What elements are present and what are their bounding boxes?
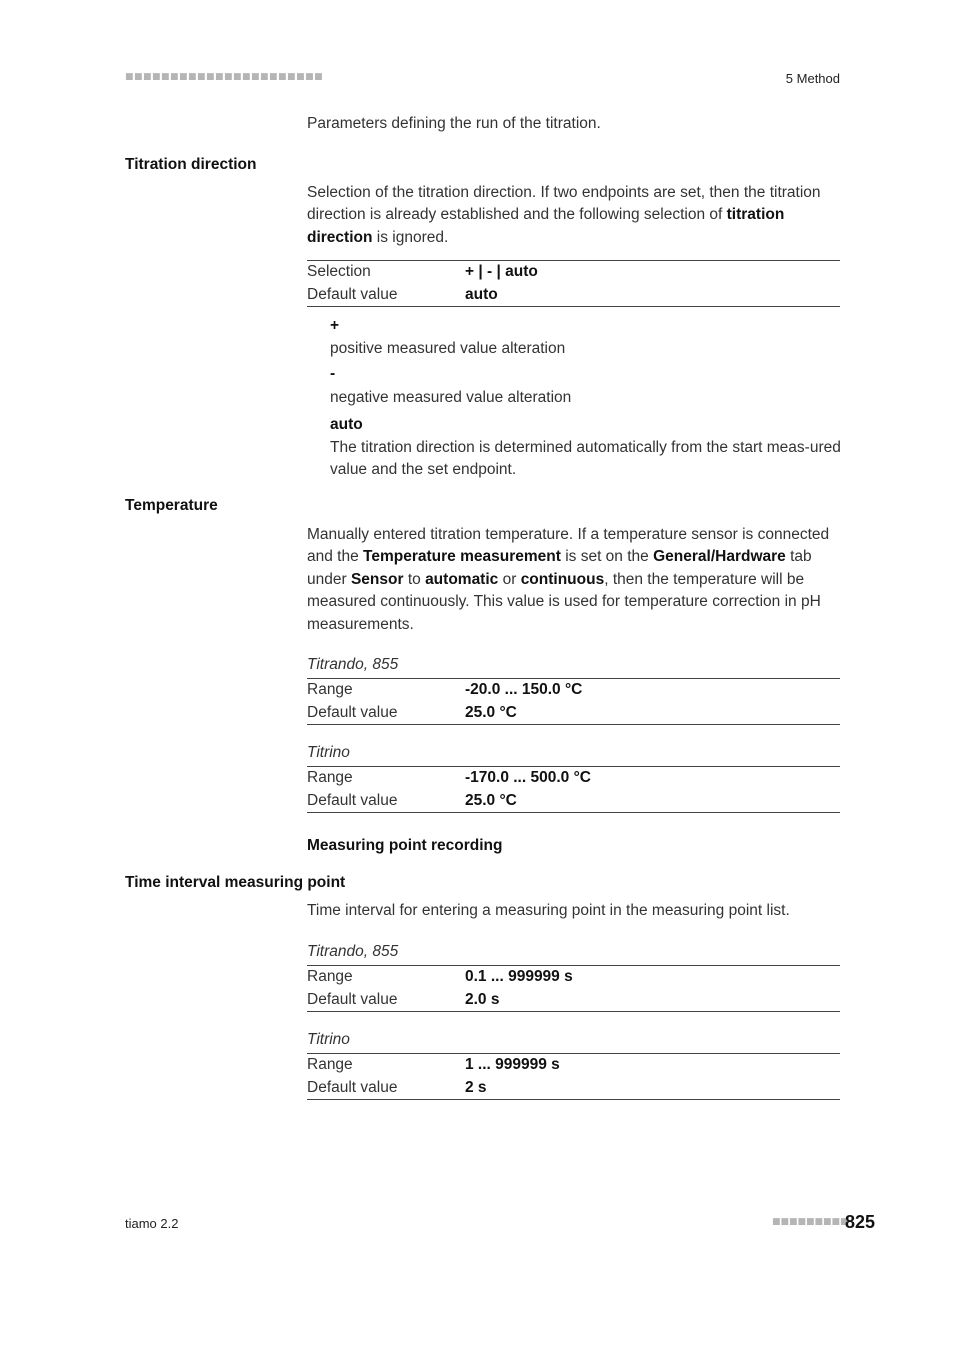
table-caption: Titrino (307, 744, 350, 761)
time-interval-heading: Time interval measuring point (125, 874, 346, 891)
time-interval-table-titrino (307, 1053, 840, 1100)
range-value: 0.1 ... 999999 s (465, 968, 573, 985)
default-value: 25.0 °C (465, 703, 517, 721)
table-caption: Titrando, 855 (307, 943, 399, 960)
default-label: Default value (307, 990, 398, 1008)
range-label: Range (307, 1056, 353, 1073)
range-label: Range (307, 968, 353, 985)
option-key-minus: - (330, 365, 336, 382)
table-caption: Titrando, 855 (307, 656, 399, 673)
table-row (307, 966, 840, 989)
temperature-table-titrino (307, 766, 840, 813)
temperature-table-titrando (307, 678, 840, 725)
temperature-heading: Temperature (125, 497, 218, 514)
option-key-plus: + (330, 317, 340, 334)
table-row (307, 1077, 840, 1100)
table-row (307, 679, 840, 702)
default-label: Default value (307, 1078, 398, 1096)
default-value: auto (465, 285, 498, 303)
default-label: Default value (307, 703, 398, 721)
titration-direction-table (307, 260, 840, 307)
measuring-point-recording-heading: Measuring point recording (307, 837, 503, 854)
default-value: 25.0 °C (465, 791, 517, 809)
selection-label: Selection (307, 263, 371, 280)
table-row (307, 284, 840, 307)
intro-text: Parameters defining the run of the titration. (307, 115, 601, 132)
titration-direction-description: Selection of the titration direction. If two endpoints are set, then the titration direction is already established and the following selection of titration direction is ignored. (307, 184, 821, 246)
range-value: -20.0 ... 150.0 °C (465, 681, 583, 698)
range-value: 1 ... 999999 s (465, 1056, 560, 1073)
time-interval-table-titrando (307, 965, 840, 1012)
chapter-title: 5 Method (785, 71, 840, 86)
option-desc-plus: positive measured value alteration (330, 340, 566, 357)
default-value: 2.0 s (465, 990, 500, 1008)
product-name: tiamo 2.2 (125, 1216, 179, 1231)
table-caption: Titrino (307, 1031, 350, 1048)
option-desc-minus: negative measured value alteration (330, 389, 572, 406)
table-row (307, 767, 840, 790)
temperature-description: Manually entered titration temperature. If a temperature sensor is connected and the Temperature measurement is set on the General/Hardware tab under Sensor to automatic or continuous, then the temperature will be measured continuously. This value is used for temperature correction in pH measurements. (307, 526, 830, 633)
table-row (307, 702, 840, 725)
default-label: Default value (307, 285, 398, 303)
footer-decoration: ■■■■■■■■■ (772, 1217, 849, 1227)
page-number: 825 (845, 1212, 876, 1232)
default-value: 2 s (465, 1078, 487, 1096)
option-key-auto: auto (330, 416, 363, 433)
table-row (307, 989, 840, 1012)
table-row (307, 1054, 840, 1077)
time-interval-description: Time interval for entering a measuring point in the measuring point list. (307, 902, 790, 919)
titration-direction-heading: Titration direction (125, 156, 257, 173)
range-label: Range (307, 769, 353, 786)
range-value: -170.0 ... 500.0 °C (465, 769, 591, 786)
default-label: Default value (307, 791, 398, 809)
range-label: Range (307, 681, 353, 698)
option-desc-auto: The titration direction is determined automatically from the start meas-ured value and the set endpoint. (330, 439, 841, 479)
selection-value: + | - | auto (465, 263, 538, 280)
header-decoration: ■■■■■■■■■■■■■■■■■■■■■■ (125, 72, 324, 82)
table-row (307, 790, 840, 813)
table-row (307, 261, 840, 284)
